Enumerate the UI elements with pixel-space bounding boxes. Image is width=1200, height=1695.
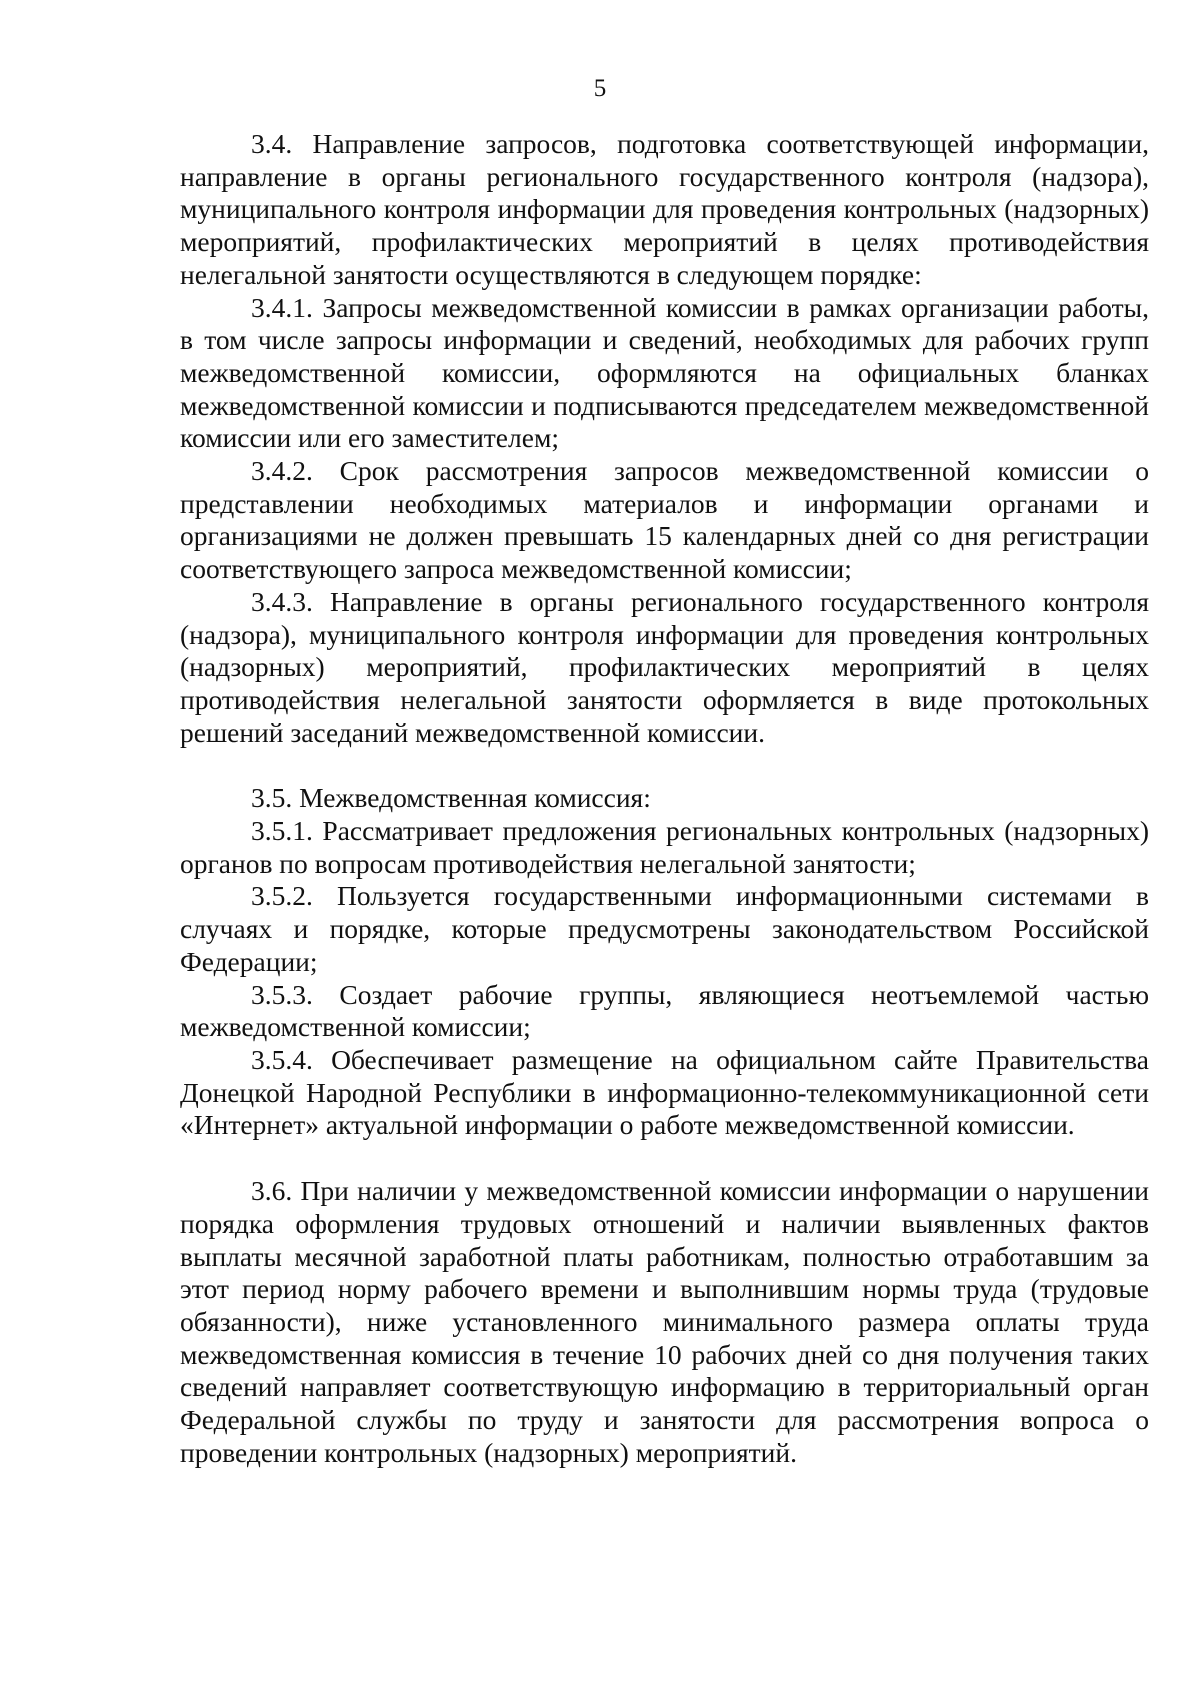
paragraph-3-4-3: 3.4.3. Направление в органы регионального государственного контроля (надзора), муниципального контроля информации для проведения контрольных (надзорных) мероприятий, профилактических мероприятий в целях противодействия нелегальной занятости оформляется в виде протокольных решений заседаний межведомственной комиссии. xyxy=(180,585,1149,748)
paragraph-3-5-2: 3.5.2. Пользуется государственными информационными системами в случаях и порядке, которые предусмотрены законодательством Российской Федерации; xyxy=(180,880,1149,977)
paragraph-spacer xyxy=(180,1142,1149,1175)
paragraph-3-6: 3.6. При наличии у межведомственной комиссии информации о нарушении порядка оформления трудовых отношений и наличии выявленных фактов выплаты месячной заработной платы работникам, полностью отработавшим за этот период норму рабочего времени и выполнившим нормы труда (трудовые обязанности), ниже установленного минимального размера оплаты труда межведомственная комиссия в течение 10 рабочих дней со дня получения таких сведений направляет соответствующую информацию в территориальный орган Федеральной службы по труду и занятости для рассмотрения вопроса о проведении контрольных (надзорных) мероприятий. xyxy=(180,1175,1149,1468)
paragraph-spacer xyxy=(180,749,1149,782)
document-body xyxy=(180,128,1149,1469)
paragraph-3-5-3: 3.5.3. Создает рабочие группы, являющиеся неотъемлемой частью межведомственной комиссии; xyxy=(180,978,1149,1043)
paragraph-3-5-4: 3.5.4. Обеспечивает размещение на официальном сайте Правительства Донецкой Народной Республики в информационно-телекоммуникационной сети «Интернет» актуальной информации о работе межведомственной комиссии. xyxy=(180,1043,1149,1141)
paragraph-3-5: 3.5. Межведомственная комиссия: xyxy=(251,782,651,814)
paragraph-3-4: 3.4. Направление запросов, подготовка соответствующей информации, направление в органы регионального государственного контроля (надзора), муниципального контроля информации для проведения контрольных (надзорных) мероприятий, профилактических мероприятий в целях противодействия нелегальной занятости осуществляются в следующем порядке: xyxy=(180,128,1149,290)
paragraph-3-5-1: 3.5.1. Рассматривает предложения региональных контрольных (надзорных) органов по вопросам противодействия нелегальной занятости; xyxy=(180,815,1149,879)
page-number: 5 xyxy=(593,75,607,102)
paragraph-3-4-1: 3.4.1. Запросы межведомственной комиссии в рамках организации работы, в том числе запросы информации и сведений, необходимых для рабочих групп межведомственной комиссии, оформляются на официальных бланках межведомственной комиссии и подписываются председателем межведомственной комиссии или его заместителем; xyxy=(180,291,1149,454)
paragraph-3-4-2: 3.4.2. Срок рассмотрения запросов межведомственной комиссии о представлении необходимых материалов и информации органами и организациями не должен превышать 15 календарных дней со дня регистрации соответствующего запроса межведомственной комиссии; xyxy=(180,455,1149,585)
